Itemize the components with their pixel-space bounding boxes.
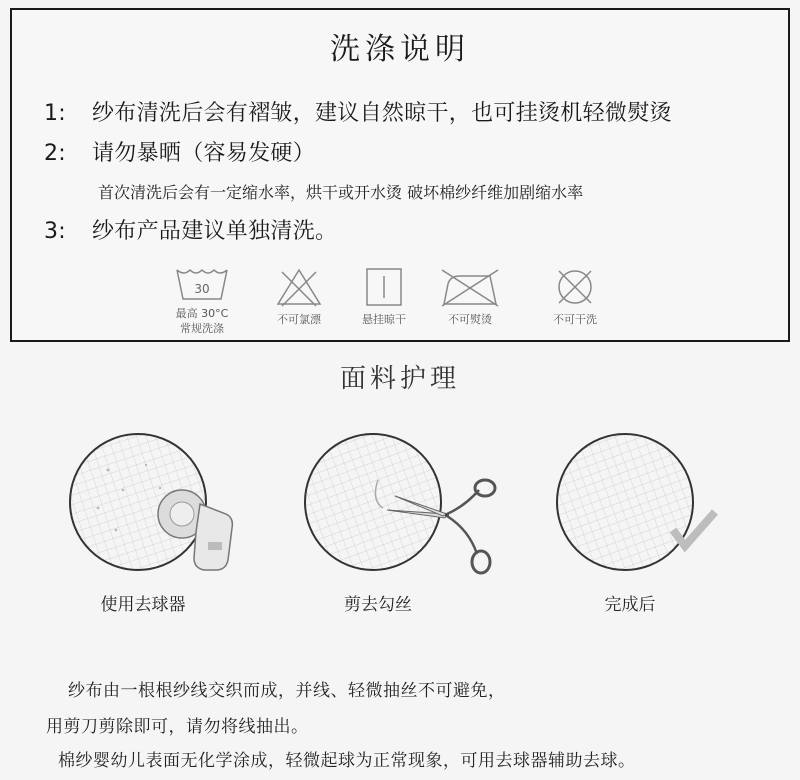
rule-number: 3: [44, 219, 67, 244]
care-step-scissors [303, 430, 483, 615]
rule-2 [44, 136, 315, 167]
symbol-label: 最高 30°C [175, 307, 229, 320]
wash-temperature: 30 [194, 282, 210, 296]
rule-number: 2: [44, 141, 67, 166]
hang-dry-icon [364, 266, 404, 308]
care-step-lint-remover [68, 430, 248, 615]
washing-instructions-panel [10, 8, 790, 342]
care-step-label: 使用去球器 [100, 595, 186, 615]
symbol-wash-30 [152, 266, 252, 336]
rule-text: 纱布产品建议单独清洗。 [92, 219, 338, 244]
symbol-hang-dry [334, 266, 434, 327]
rule-text: 纱布清洗后会有褶皱，建议自然晾干，也可挂烫机轻微熨烫 [92, 101, 672, 126]
washing-title: 洗涤说明 [330, 32, 470, 67]
symbol-label: 不可熨烫 [448, 313, 492, 326]
rule-text: 请勿暴晒（容易发硬） [92, 141, 316, 166]
shrinkage-note: 首次清洗后会有一定缩水率，烘干或开水烫 破坏棉纱纤维加剧缩水率 [98, 183, 584, 202]
care-step-done [555, 430, 735, 615]
care-paragraph-3: 棉纱婴幼儿表面无化学涂成，轻微起球为正常现象，可用去球器辅助去球。 [58, 751, 636, 771]
symbol-no-dry-clean [525, 266, 625, 327]
no-dry-clean-icon [553, 266, 597, 308]
symbol-label: 常规洗涤 [180, 322, 224, 335]
rule-3 [44, 214, 337, 245]
care-title: 面料护理 [339, 364, 460, 394]
scissors-icon [303, 430, 503, 590]
no-bleach-icon [274, 266, 324, 308]
rule-number: 1: [44, 101, 67, 126]
rule-1 [44, 96, 672, 127]
care-paragraph-2: 用剪刀剪除即可，请勿将线抽出。 [46, 717, 309, 737]
care-paragraph-1: 纱布由一根根纱线交织而成，并线、轻微抽丝不可避免， [68, 681, 506, 701]
symbol-label: 不可氯漂 [277, 313, 321, 326]
care-step-label: 剪去勾丝 [344, 595, 412, 615]
no-iron-icon [438, 266, 502, 308]
symbol-label: 悬挂晾干 [362, 313, 406, 326]
lint-remover-icon [68, 430, 248, 590]
symbol-no-iron [420, 266, 520, 327]
care-step-label: 完成后 [604, 595, 656, 615]
checkmark-icon [555, 430, 735, 590]
wash-30-icon [174, 266, 230, 302]
symbol-label: 不可干洗 [553, 313, 597, 326]
